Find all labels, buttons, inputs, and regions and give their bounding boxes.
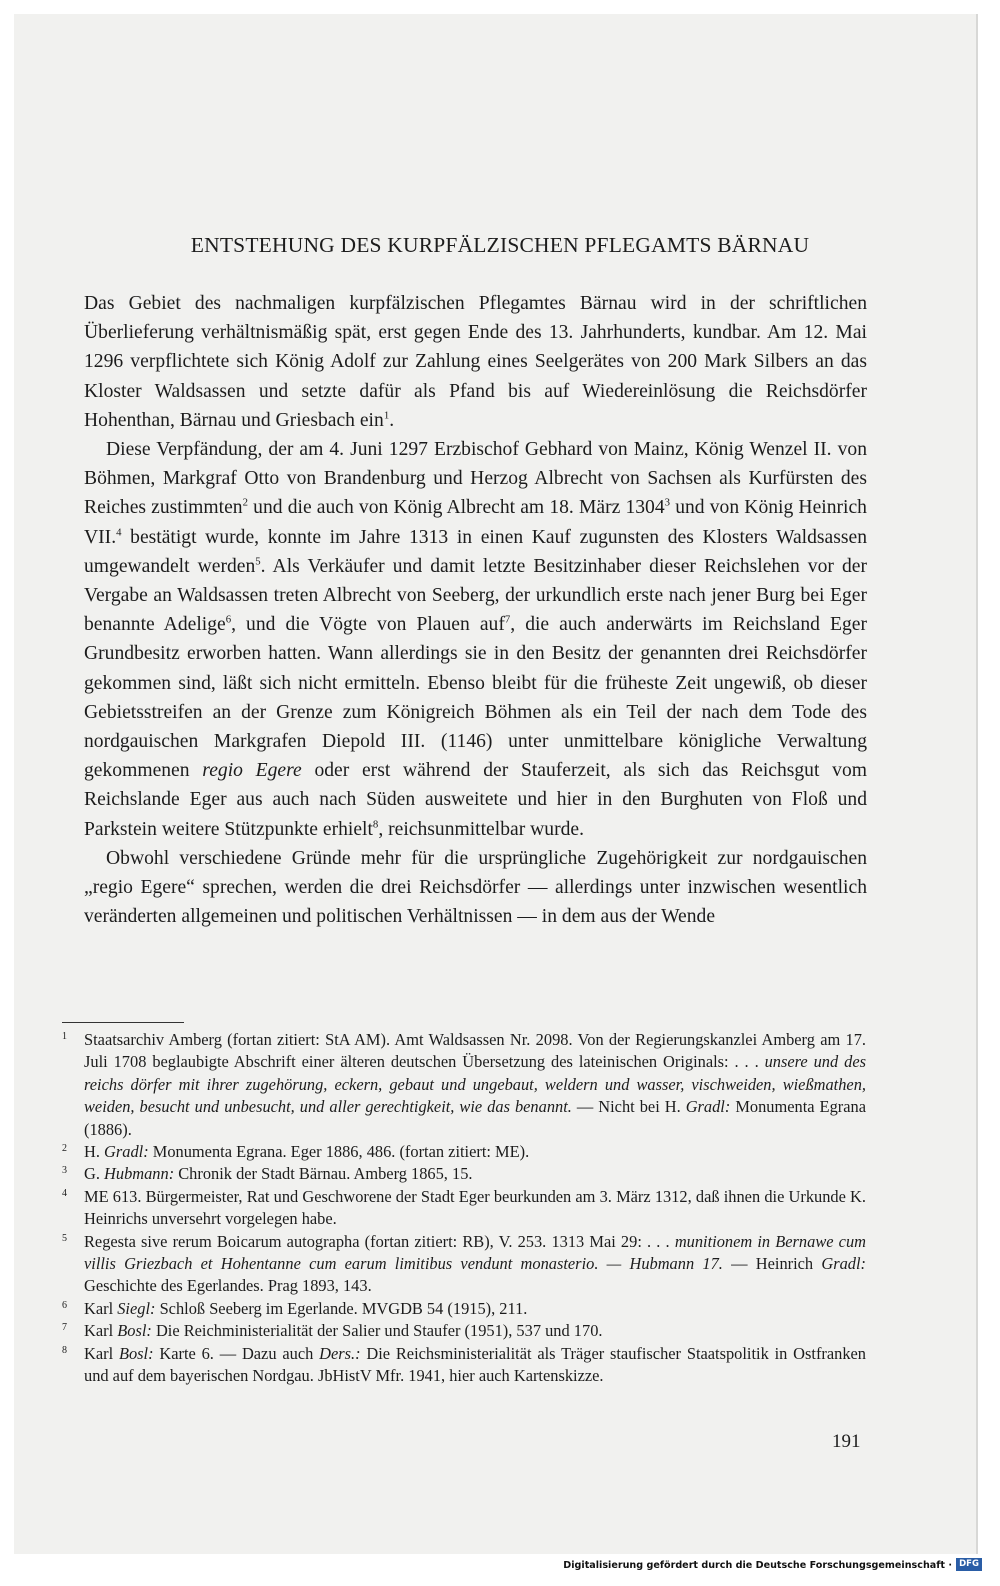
italic-text: Gradl: [104,1142,149,1162]
text-run: Geschichte des Egerlandes. Prag 1893, 143. [84,1276,372,1296]
paragraph [84,289,867,435]
italic-text: regio Egere [202,760,302,782]
text-run: Karte 6. — Dazu auch [153,1343,320,1363]
footnote-reference: 1 [383,409,390,422]
text-run: Karl [84,1343,119,1363]
italic-text: Bosl: [118,1343,154,1363]
paragraph [84,435,867,844]
body-text [84,289,867,931]
text-run: und die auch von König Albrecht am 18. März 1304 [248,497,665,519]
text-run: Schloß Seeberg im Egerlande. MVGDB 54 (1915), 211. [155,1298,528,1318]
text-run: Das Gebiet des nachmaligen kurpfälzischen Pflegamtes Bärnau wird in der schriftlichen Überlieferung verhältnismäßig spät, erst gegen Ende des 13. Jahrhunderts, kundbar. Am 12. Mai 1296 verpflichtete sich König Adolf zur Zahlung eines Seelgerätes von 200 Mark Silbers an das Kloster Waldsassen und setzte dafür als Pfand bis auf Wiedereinlösung die Reichsdörfer Hohenthan, Bärnau und Griesbach ein [84,293,867,431]
footnote-reference: 5 [255,555,261,568]
text-run: bestätigt wurde, konnte im Jahre 1313 in einen Kauf zugunsten des Klosters Waldsassen umgewandelt werden [84,526,867,577]
italic-text: Siegl: [117,1298,156,1318]
page-number: 191 [832,1431,861,1452]
italic-text: Hubmann: [104,1164,175,1184]
footnote-number: 3 [62,1165,67,1177]
text-run: Die Reichsministerialität als Träger staufischer Staatspolitik in Ostfranken und auf dem bayerischen Nordgau. JbHistV Mfr. 1941, hier auch Kartenskizze. [84,1343,866,1386]
footnote-number: 2 [62,1143,67,1155]
italic-text: Gradl: [685,1097,731,1117]
footnote [62,1163,866,1185]
footnote [62,1343,866,1388]
footnote-reference: 3 [664,496,671,509]
footnote [62,1298,866,1320]
text-run: Chronik der Stadt Bärnau. Amberg 1865, 15. [174,1164,473,1184]
text-run: ME 613. Bürgermeister, Rat und Geschworene der Stadt Eger beurkunden am 3. März 1312, daß ihnen die Urkunde K. Heinrichs unversehrt vorgelegen habe. [84,1186,866,1229]
footnote-number: 6 [62,1299,67,1311]
text-run: Karl [84,1321,118,1341]
footnote [62,1141,866,1163]
text-run: G. [84,1164,105,1184]
italic-text: unsere und des reichs dörfer mit ihrer zugehörung, eckern, gebaut und ungebaut, weldern und wasser, vischweiden, wießmathen, weiden, besucht und unbesucht, und aller gerechtigkeit, wie das benannt. [84,1052,866,1117]
italic-text: Ders.: [319,1343,361,1363]
text-run: . [389,409,395,431]
footnote-reference: 6 [225,613,232,626]
footnote-number: 8 [62,1344,67,1356]
paragraph [84,844,867,932]
footnote-number: 7 [62,1322,67,1334]
text-run: Staatsarchiv Amberg (fortan zitiert: StA AM). Amt Waldsassen Nr. 2098. Von der Regierungskanzlei Amberg am 17. Juli 1708 beglaubigte Abschrift einer älteren deutschen Übersetzung des lateinischen Originals: . . . [84,1030,866,1072]
footnote-number: 4 [62,1187,67,1199]
footnote [62,1029,866,1141]
footnote-reference: 4 [116,526,122,539]
text-run: Die Reichministerialität der Salier und Staufer (1951), 537 und 170. [151,1321,603,1341]
text-run: Monumenta Egrana. Eger 1886, 486. (fortan zitiert: ME). [148,1142,530,1162]
text-run: oder erst während der Stauferzeit, als sich das Reichsgut vom Reichslande Eger aus auch nach Süden ausweitete und hier in den Burghuten von Floß und Parkstein weitere Stützpunkte erhielt [84,760,867,840]
footnotes [62,1029,866,1388]
footnote-reference: 7 [504,613,511,626]
text-run: und von König Heinrich VII. [84,497,867,548]
chapter-heading: ENTSTEHUNG DES KURPFÄLZISCHEN PFLEGAMTS BÄRNAU [190,233,810,257]
text-run: , reichsunmittelbar wurde. [378,818,584,840]
footnote [62,1186,866,1231]
text-run: . Als Verkäufer und damit letzte Besitzinhaber dieser Reichslehen vor der Vergabe an Waldsassen treten Albrecht von Seeberg, der urkundlich erste nach jener Burg bei Eger benannte Adelige [84,555,867,636]
footnote-number: 1 [62,1031,67,1042]
text-run: — Heinrich [722,1254,822,1274]
footnote-divider [62,1022,184,1023]
footnote [62,1231,866,1298]
footnote-number: 5 [62,1232,67,1244]
text-run: Regesta sive rerum Boicarum autographa (fortan zitiert: RB), V. 253. 1313 Mai 29: . . . [84,1231,675,1251]
text-run: Diese Verpfändung, der am 4. Juni 1297 Erzbischof Gebhard von Mainz, König Wenzel II. von Böhmen, Markgraf Otto von Brandenburg und Herzog Albrecht von Sachsen als Kurfürsten des Reiches zustimmten [84,439,867,519]
text-run: Monumenta Egrana (1886). [84,1097,866,1139]
italic-text: Gradl: [821,1254,867,1274]
text-run: Obwohl verschiedene Gründe mehr für die ursprüngliche Zugehörigkeit zur nordgauischen „regio Egere“ sprechen, werden die drei Reichsdörfer — allerdings unter inzwischen wesentlich veränderten allgemeinen und politischen Verhältnissen — in dem aus der Wende [84,847,867,928]
text-run: , und die Vögte von Plauen auf [231,614,505,636]
footnote-reference: 2 [242,496,248,509]
dfg-logo: DFG [956,1558,982,1571]
italic-text: Bosl: [117,1321,152,1341]
footnote-reference: 8 [372,818,379,831]
italic-text: munitionem in Bernawe cum villis Griezbach et Hohentanne cum earum limitibus vendunt monasterio. — Hubmann 17. [84,1231,866,1274]
text-run: — Nicht bei H. [571,1097,686,1117]
text-run: Karl [84,1298,118,1318]
digitization-credit: Digitalisierung gefördert durch die Deutsche Forschungsgemeinschaft · [563,1560,952,1571]
footnote [62,1320,866,1342]
text-run: , die auch anderwärts im Reichsland Eger Grundbesitz erworben hatten. Wann allerdings sie in den Besitz der genannten drei Reichsdörfer gekommen sind, läßt sich nicht ermitteln. Ebenso bleibt für die früheste Zeit ungewiß, ob dieser Gebietsstreifen an der Grenze zum Königreich Böhmen als ein Teil der nach dem Tode des nordgauischen Markgrafen Diepold III. (1146) unter unmittelbare königliche Verwaltung gekommenen [84,614,868,782]
text-run: H. [84,1142,105,1162]
